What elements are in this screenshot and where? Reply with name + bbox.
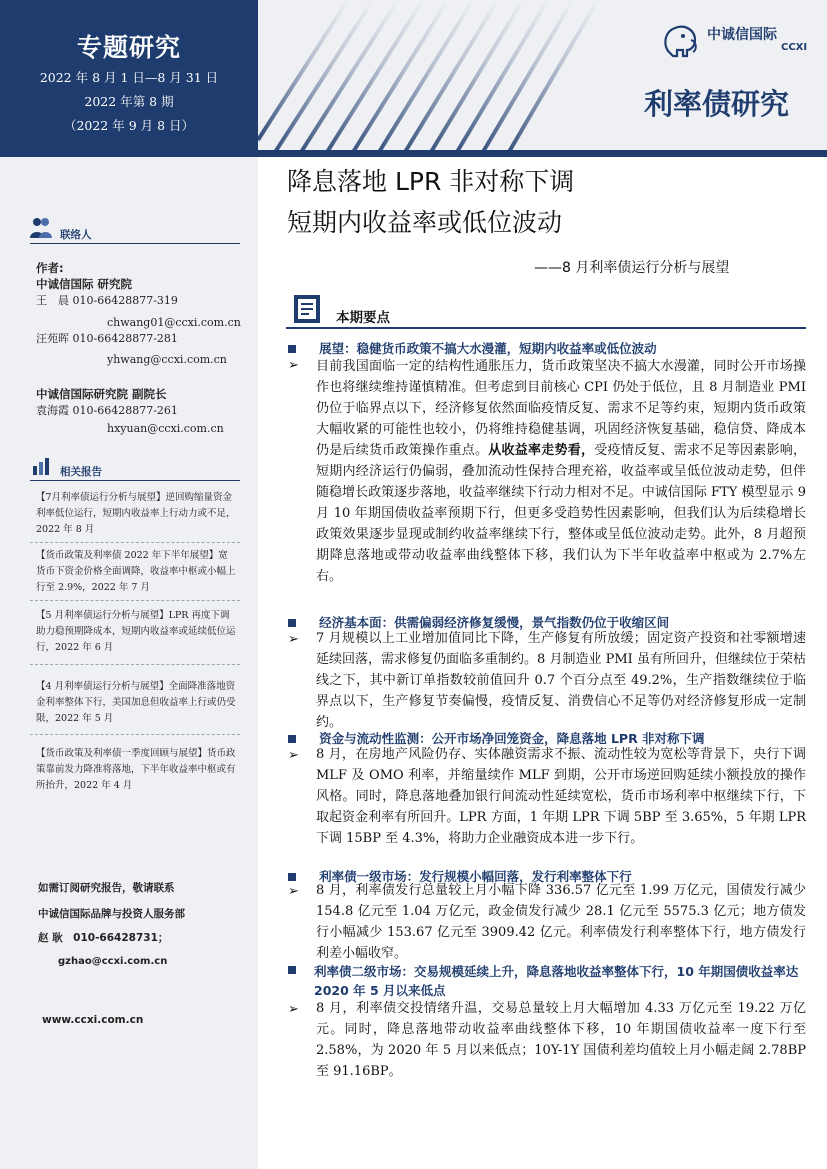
author-1-email[interactable]: chwang01@ccxi.com.cn [107,316,241,329]
subtitle: ——8 月利率债运行分析与展望 [534,260,730,276]
section-5-heading-row [288,962,808,1000]
section-1-text-b: 受疫情反复、需求不足等因素影响，短期内经济运行仍偏弱，叠加流动性保持合理充裕，收益率或呈低位波动走势，但伴随稳增长政策逐步落地，收益率继续下行动力相对不足。中诚信国际 FTY 模型显示 9 月 10 年期国债收益率预期下行，但更多受趋势性因素影响，但我们认为后续稳增长政策效果逐步显现或制约收益率继续下行，整体或呈低位波动走势。此外，8 月超预期降息落地或带动收益率曲线整体下移，我们认为下半年收益率中枢或为 2.7%左右。 [316,443,806,584]
report-issue: 2022 年第 8 期 [84,94,174,109]
bullet-square-icon [288,619,296,627]
section-4-heading: 利率债一级市场：发行规模小幅回落，发行利率整体下行 [319,869,632,884]
subscribe-text: 如需订阅研究报告，敬请联系 [38,882,175,894]
section-1-emphasis: 从收益率走势看， [488,443,595,458]
bullet-square-icon [288,966,296,974]
vp-name-phone: 袁海霞 010-66428877-261 [36,404,178,417]
service-department: 中诚信国际品牌与投资人服务部 [38,908,185,920]
arrow-bullet-icon: ➢ [288,1002,299,1017]
section-5-paragraph: 8 月，利率债交投情绪升温，交易总量较上月大幅增加 4.33 万亿元至 19.22 万亿元。同时，降息落地带动收益率曲线整体下移，10 年期国债收益率一度下行至 2.58%，为 2020 年 5 月以来低点；10Y-1Y 国债利差均值较上月小幅走阔 2.78BP 至 91.16BP。 [316,1001,806,1079]
bullet-square-icon [288,345,296,353]
arrow-bullet-icon: ➢ [288,358,299,373]
related-separator [30,600,240,601]
section-3-paragraph: 8 月，在房地产风险仍存、实体融资需求不振、流动性较为宽松等背景下，央行下调 MLF 及 OMO 利率，并缩量续作 MLF 到期，公开市场逆回购延续小额投放的操作风格。同时，降息落地叠加银行间流动性延续宽松，货币市场利率中枢继续下行，下取起资金利率有所回升。LPR 方面，1 年期 LPR 下调 5BP 至 3.65%，5 年期 LPR 下调 15BP 至 4.3%，将助力企业融资成本进一步下行。 [316,747,806,846]
title-line-2: 短期内收益率或低位波动 [287,208,563,237]
arrow-bullet-icon: ➢ [288,748,299,763]
contact-divider [30,243,240,244]
logo-english: CCXI [781,42,808,53]
related-reports-icon [32,456,52,476]
author-org: 中诚信国际 研究院 [36,277,133,291]
related-report-1[interactable]: 【7月利率债运行分析与展望】逆回购缩量资金利率低位运行，短期内收益率上行动力或不足，2022 年 8 月 [36,492,236,535]
contacts-icon [30,216,52,240]
section-1-heading: 展望：稳健货币政策不搞大水漫灌，短期内收益率或低位波动 [319,341,657,356]
website-link[interactable]: www.ccxi.com.cn [42,1014,144,1026]
author-1-name-phone: 王 晨 010-66428877-319 [36,294,178,307]
section-3-heading: 资金与流动性监测：公开市场净回笼资金，降息落地 LPR 非对称下调 [319,731,705,746]
related-report-2[interactable]: 【货币政策及利率债 2022 年下半年展望】宽货币下资金价格全面调降，收益率中枢或小幅上行至 2.9%，2022 年 7 月 [36,550,236,593]
contact-person: 赵 耿 010-66428731； [38,932,169,944]
section-1-paragraph [316,356,806,587]
related-divider [30,480,240,481]
header-left-panel [0,0,258,157]
related-separator [30,542,240,543]
related-report-4[interactable]: 【4 月利率债运行分析与展望】全面降准落地资金利率整体下行，美国加息但收益率上行或仍受限，2022 年 5 月 [36,681,236,724]
related-report-5[interactable]: 【货币政策及利率债一季度回顾与展望】货币政策靠前发力降准将落地，下半年收益率中枢或有所抬升，2022 年 4 月 [36,748,236,791]
section-2-heading: 经济基本面：供需偏弱经济修复缓慢，景气指数仍位于收缩区间 [319,615,670,630]
section-1-text-a: 目前我国面临一定的结构性通胀压力，货币政策坚决不搞大水漫灌，同时公开市场操作也将继续维持谨慎精准。但考虑到目前核心 CPI 仍处于低位，且 8 月制造业 PMI 仍位于临界点以下，经济修复依然面临疫情反复、需求不足等约束，短期内货币政策大幅收紧的可能性也较小，仍将维持稳健基调，巩固经济恢复基础，稳信贷、降成本仍是后续货币政策操作重点。 [316,359,806,458]
author-2-name-phone: 汪苑晖 010-66428877-281 [36,332,178,345]
bullet-square-icon [288,735,296,743]
key-points-divider [286,327,806,329]
related-report-3[interactable]: 【5 月利率债运行分析与展望】LPR 再度下调助力稳预期降成本，短期内收益率或延续低位运行，2022 年 6 月 [36,610,236,653]
section-5-heading: 利率债二级市场：交易规模延续上升，降息落地收益率整体下行，10 年期国债收益率达 2020 年 5 月以来低点 [314,964,799,998]
contact-email[interactable]: gzhao@ccxi.com.cn [58,956,168,967]
ccxi-logo [661,22,811,62]
section-2-paragraph: 7 月规模以上工业增加值同比下降，生产修复有所放缓；固定资产投资和社零额增速延续回落，需求修复仍面临多重制约。8 月制造业 PMI 虽有所回升，但继续位于荣枯线之下，其中新订单指数较前值回升 0.7 个百分点至 49.2%，生产指数继续位于临界点以下，生产修复节奏偏慢，疫情反复、消费信心不足等仍对经济修复形成一定制约。 [316,631,806,730]
header-right-panel [258,0,827,157]
report-date: （2022 年 9 月 8 日） [63,118,195,133]
elephant-logo-icon [661,22,701,60]
section-title: 利率债研究 [643,87,789,121]
arrow-bullet-icon: ➢ [288,884,299,899]
document-icon [293,294,321,324]
related-label: 相关报告 [60,466,102,478]
contact-label: 联络人 [60,229,92,241]
report-type: 专题研究 [76,33,181,62]
logo-chinese: 中诚信国际 [707,27,777,43]
arrow-bullet-icon: ➢ [288,632,299,647]
author-2-email[interactable]: yhwang@ccxi.com.cn [107,353,227,366]
vp-title: 中诚信国际研究院 副院长 [36,387,167,401]
related-separator [30,734,240,735]
title-line-1: 降息落地 LPR 非对称下调 [287,167,575,196]
related-separator [30,664,240,665]
section-1-heading-row [288,338,808,357]
bullet-square-icon [288,873,296,881]
section-4-paragraph: 8 月，利率债发行总量较上月小幅下降 336.57 亿元至 1.99 万亿元，国债发行减少 154.8 亿元至 1.04 万亿元，政金债发行减少 28.1 亿元至 5575.3 亿元；地方债发行小幅减少 153.67 亿元至 3909.42 亿元。利率债发行利率整体下行，地方债发行利差小幅收窄。 [316,883,806,961]
author-label: 作者: [36,261,64,275]
report-period: 2022 年 8 月 1 日—8 月 31 日 [39,70,219,85]
key-points-heading: 本期要点 [336,310,390,326]
vp-email[interactable]: hxyuan@ccxi.com.cn [107,422,224,435]
